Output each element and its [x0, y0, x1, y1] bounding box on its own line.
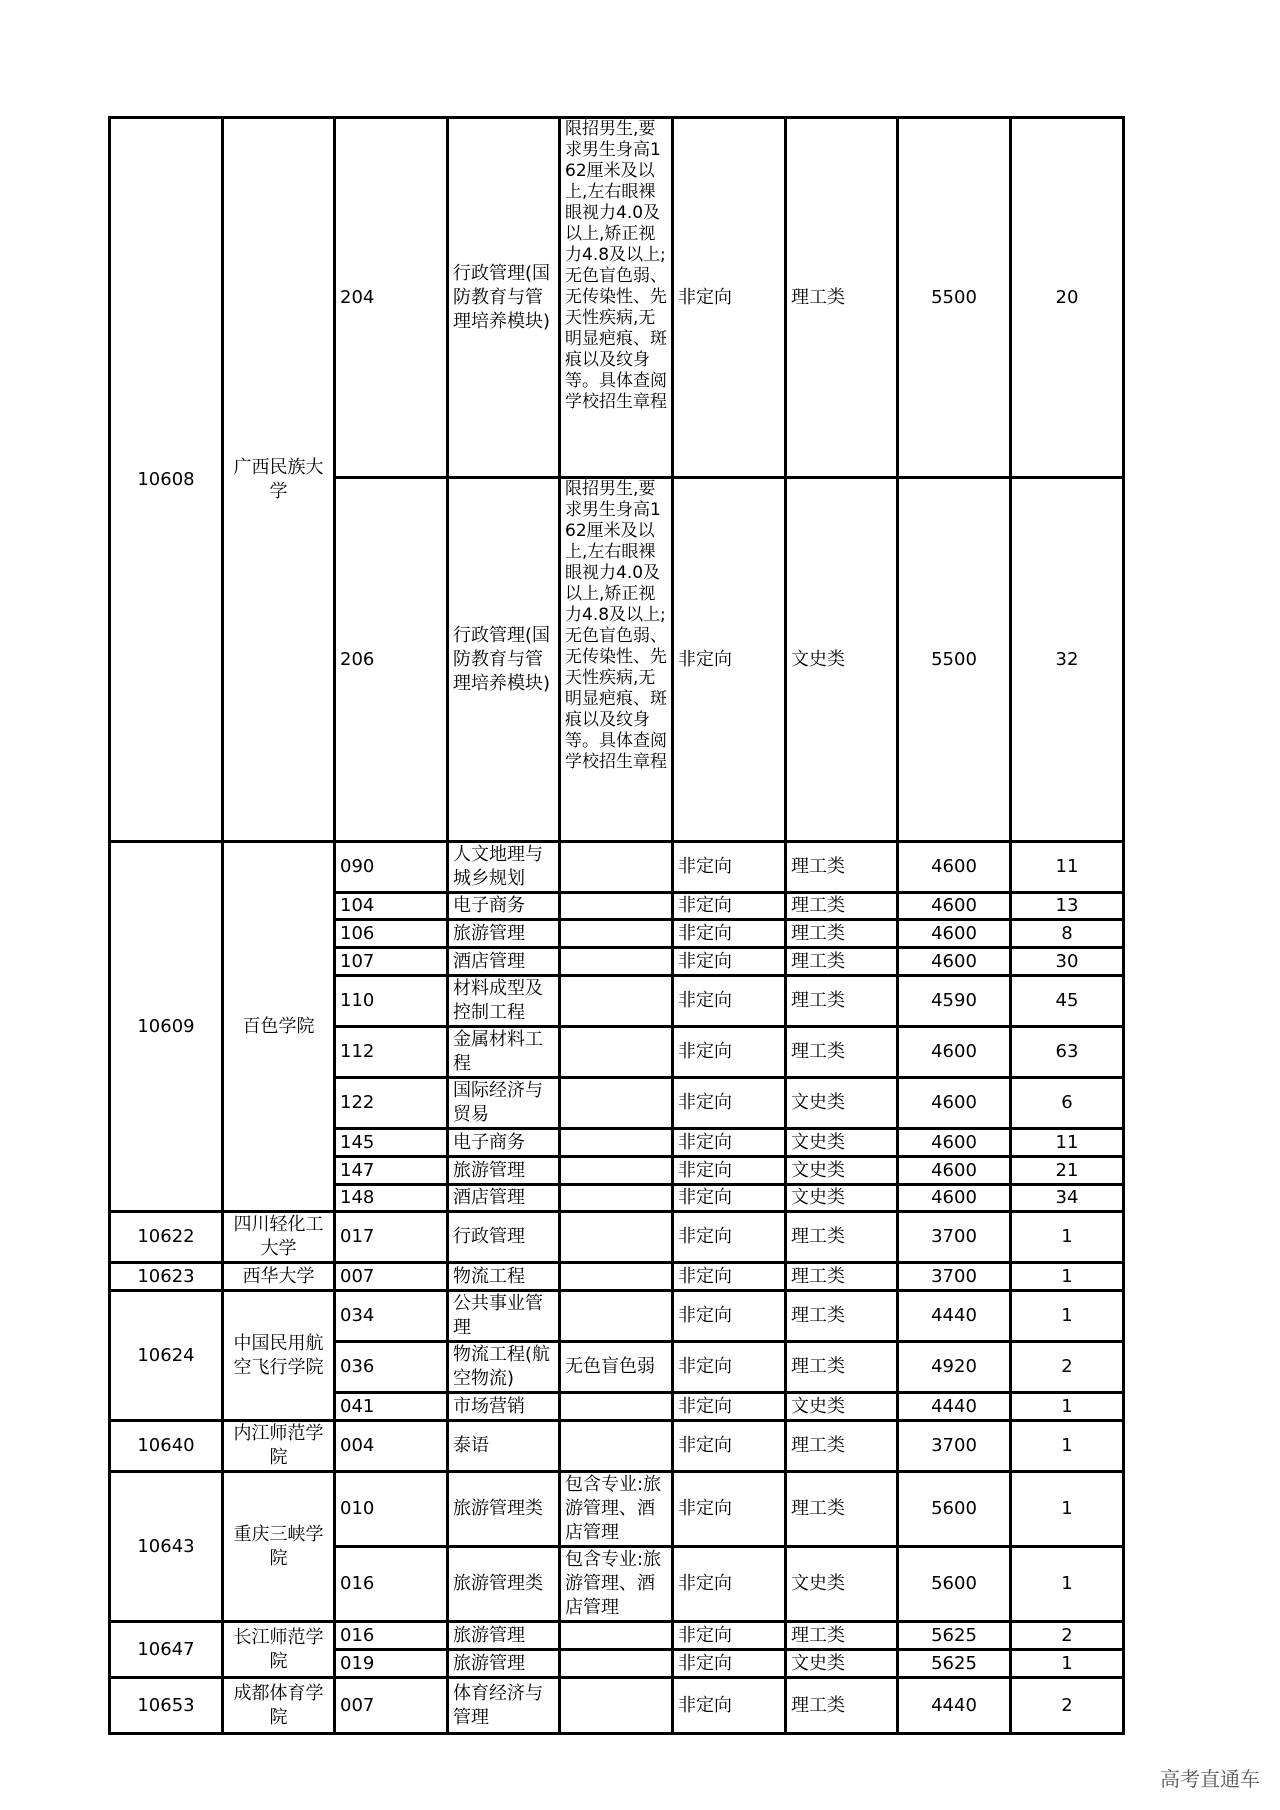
tuition-fee-cell: 4440 [898, 1678, 1011, 1734]
plan-count-cell: 45 [1011, 976, 1124, 1027]
plan-type-cell: 非定向 [673, 893, 786, 920]
major-name-cell: 物流工程(航空物流) [448, 1342, 560, 1393]
major-name-cell: 旅游管理 [448, 1622, 560, 1650]
plan-type-cell: 非定向 [673, 1212, 786, 1263]
major-note-cell: 包含专业:旅游管理、酒店管理 [560, 1472, 673, 1547]
major-code-cell: 010 [335, 1472, 448, 1547]
school-code-cell: 10647 [110, 1622, 223, 1678]
school-code-cell: 10643 [110, 1472, 223, 1622]
major-code-cell: 206 [335, 478, 448, 842]
major-name-cell: 行政管理(国防教育与管理培养模块) [448, 478, 560, 842]
table-row [110, 1472, 1124, 1547]
subject-category-cell: 理工类 [786, 1291, 898, 1342]
major-name-cell: 市场营销 [448, 1393, 560, 1421]
school-name-cell: 重庆三峡学院 [223, 1472, 335, 1622]
plan-type-cell: 非定向 [673, 1129, 786, 1157]
plan-count-cell: 1 [1011, 1650, 1124, 1678]
plan-type-cell: 非定向 [673, 1393, 786, 1421]
school-code-cell: 10609 [110, 842, 223, 1212]
major-note-cell [560, 1291, 673, 1342]
plan-count-cell: 2 [1011, 1678, 1124, 1734]
subject-category-cell: 理工类 [786, 1342, 898, 1393]
major-name-cell: 电子商务 [448, 1129, 560, 1157]
subject-category-cell: 文史类 [786, 1078, 898, 1129]
school-name-cell: 广西民族大学 [223, 118, 335, 842]
plan-type-cell: 非定向 [673, 1291, 786, 1342]
major-name-cell: 物流工程 [448, 1263, 560, 1291]
major-note-cell [560, 1185, 673, 1212]
major-code-cell: 122 [335, 1078, 448, 1129]
major-code-cell: 007 [335, 1678, 448, 1734]
subject-category-cell: 理工类 [786, 118, 898, 478]
major-note-cell [560, 842, 673, 893]
major-name-cell: 旅游管理 [448, 1650, 560, 1678]
major-note-cell [560, 1157, 673, 1185]
plan-count-cell: 1 [1011, 1393, 1124, 1421]
major-code-cell: 106 [335, 920, 448, 948]
major-code-cell: 145 [335, 1129, 448, 1157]
plan-count-cell: 30 [1011, 948, 1124, 976]
major-note-cell: 限招男生,要求男生身高162厘米及以上,左右眼裸眼视力4.0及以上,矫正视力4.8及以上;无色盲色弱、无传染性、先天性疾病,无明显疤痕、斑痕以及纹身等。具体查阅学校招生章程 [560, 118, 673, 478]
plan-count-cell: 21 [1011, 1157, 1124, 1185]
major-code-cell: 019 [335, 1650, 448, 1678]
school-name-cell: 内江师范学院 [223, 1421, 335, 1472]
major-code-cell: 016 [335, 1547, 448, 1622]
major-code-cell: 148 [335, 1185, 448, 1212]
major-note-cell [560, 1263, 673, 1291]
table-row [110, 1291, 1124, 1342]
tuition-fee-cell: 4600 [898, 1129, 1011, 1157]
tuition-fee-cell: 4600 [898, 1185, 1011, 1212]
major-code-cell: 147 [335, 1157, 448, 1185]
major-name-cell: 材料成型及控制工程 [448, 976, 560, 1027]
plan-count-cell: 1 [1011, 1291, 1124, 1342]
plan-type-cell: 非定向 [673, 1185, 786, 1212]
table-row [110, 118, 1124, 478]
school-name-cell: 长江师范学院 [223, 1622, 335, 1678]
major-name-cell: 电子商务 [448, 893, 560, 920]
subject-category-cell: 文史类 [786, 478, 898, 842]
subject-category-cell: 文史类 [786, 1650, 898, 1678]
subject-category-cell: 理工类 [786, 1622, 898, 1650]
plan-count-cell: 8 [1011, 920, 1124, 948]
major-name-cell: 酒店管理 [448, 948, 560, 976]
subject-category-cell: 理工类 [786, 893, 898, 920]
major-name-cell: 旅游管理类 [448, 1472, 560, 1547]
plan-count-cell: 2 [1011, 1622, 1124, 1650]
major-code-cell: 090 [335, 842, 448, 893]
school-code-cell: 10622 [110, 1212, 223, 1263]
subject-category-cell: 理工类 [786, 1212, 898, 1263]
subject-category-cell: 理工类 [786, 1263, 898, 1291]
major-name-cell: 人文地理与城乡规划 [448, 842, 560, 893]
plan-count-cell: 63 [1011, 1027, 1124, 1078]
plan-type-cell: 非定向 [673, 1472, 786, 1547]
school-code-cell: 10624 [110, 1291, 223, 1421]
table-row [110, 842, 1124, 893]
subject-category-cell: 理工类 [786, 1421, 898, 1472]
tuition-fee-cell: 3700 [898, 1263, 1011, 1291]
school-name-cell: 百色学院 [223, 842, 335, 1212]
major-code-cell: 016 [335, 1622, 448, 1650]
admission-plan-table [108, 116, 1125, 1735]
subject-category-cell: 文史类 [786, 1157, 898, 1185]
plan-type-cell: 非定向 [673, 118, 786, 478]
major-note-cell [560, 1650, 673, 1678]
plan-type-cell: 非定向 [673, 1342, 786, 1393]
major-note-cell [560, 1129, 673, 1157]
table-row [110, 1421, 1124, 1472]
table-row [110, 1212, 1124, 1263]
school-code-cell: 10608 [110, 118, 223, 842]
major-name-cell: 金属材料工程 [448, 1027, 560, 1078]
tuition-fee-cell: 4600 [898, 1027, 1011, 1078]
tuition-fee-cell: 5625 [898, 1650, 1011, 1678]
major-note-cell [560, 976, 673, 1027]
subject-category-cell: 理工类 [786, 1027, 898, 1078]
major-note-cell [560, 1027, 673, 1078]
major-code-cell: 104 [335, 893, 448, 920]
table-row [110, 1263, 1124, 1291]
plan-type-cell: 非定向 [673, 1078, 786, 1129]
plan-count-cell: 11 [1011, 1129, 1124, 1157]
major-name-cell: 泰语 [448, 1421, 560, 1472]
tuition-fee-cell: 4600 [898, 842, 1011, 893]
major-code-cell: 041 [335, 1393, 448, 1421]
plan-type-cell: 非定向 [673, 976, 786, 1027]
plan-count-cell: 32 [1011, 478, 1124, 842]
tuition-fee-cell: 4920 [898, 1342, 1011, 1393]
major-note-cell [560, 1622, 673, 1650]
major-code-cell: 204 [335, 118, 448, 478]
major-code-cell: 017 [335, 1212, 448, 1263]
plan-count-cell: 2 [1011, 1342, 1124, 1393]
plan-count-cell: 20 [1011, 118, 1124, 478]
plan-count-cell: 1 [1011, 1212, 1124, 1263]
major-code-cell: 007 [335, 1263, 448, 1291]
subject-category-cell: 理工类 [786, 1472, 898, 1547]
major-note-cell [560, 1078, 673, 1129]
plan-type-cell: 非定向 [673, 1650, 786, 1678]
tuition-fee-cell: 4600 [898, 1078, 1011, 1129]
major-note-cell: 包含专业:旅游管理、酒店管理 [560, 1547, 673, 1622]
school-name-cell: 西华大学 [223, 1263, 335, 1291]
major-name-cell: 酒店管理 [448, 1185, 560, 1212]
major-note-cell [560, 1678, 673, 1734]
major-note-cell [560, 1421, 673, 1472]
major-name-cell: 公共事业管理 [448, 1291, 560, 1342]
school-code-cell: 10640 [110, 1421, 223, 1472]
major-note-cell: 无色盲色弱 [560, 1342, 673, 1393]
tuition-fee-cell: 5600 [898, 1547, 1011, 1622]
admission-plan-table-sheet [108, 116, 1122, 1728]
plan-type-cell: 非定向 [673, 1547, 786, 1622]
subject-category-cell: 文史类 [786, 1393, 898, 1421]
school-name-cell: 四川轻化工大学 [223, 1212, 335, 1263]
subject-category-cell: 文史类 [786, 1547, 898, 1622]
major-name-cell: 行政管理 [448, 1212, 560, 1263]
major-name-cell: 旅游管理类 [448, 1547, 560, 1622]
plan-count-cell: 1 [1011, 1421, 1124, 1472]
school-name-cell: 成都体育学院 [223, 1678, 335, 1734]
plan-type-cell: 非定向 [673, 1157, 786, 1185]
tuition-fee-cell: 3700 [898, 1212, 1011, 1263]
tuition-fee-cell: 4440 [898, 1291, 1011, 1342]
subject-category-cell: 理工类 [786, 1678, 898, 1734]
table-row [110, 1678, 1124, 1734]
plan-count-cell: 34 [1011, 1185, 1124, 1212]
plan-type-cell: 非定向 [673, 1027, 786, 1078]
major-code-cell: 004 [335, 1421, 448, 1472]
tuition-fee-cell: 4600 [898, 893, 1011, 920]
major-name-cell: 旅游管理 [448, 1157, 560, 1185]
plan-count-cell: 1 [1011, 1263, 1124, 1291]
subject-category-cell: 理工类 [786, 920, 898, 948]
plan-type-cell: 非定向 [673, 1678, 786, 1734]
major-name-cell: 体育经济与管理 [448, 1678, 560, 1734]
tuition-fee-cell: 5500 [898, 118, 1011, 478]
school-code-cell: 10653 [110, 1678, 223, 1734]
subject-category-cell: 文史类 [786, 1129, 898, 1157]
major-note-cell [560, 948, 673, 976]
plan-type-cell: 非定向 [673, 842, 786, 893]
tuition-fee-cell: 4600 [898, 948, 1011, 976]
major-code-cell: 110 [335, 976, 448, 1027]
tuition-fee-cell: 4600 [898, 1157, 1011, 1185]
subject-category-cell: 理工类 [786, 842, 898, 893]
major-code-cell: 107 [335, 948, 448, 976]
major-note-cell: 限招男生,要求男生身高162厘米及以上,左右眼裸眼视力4.0及以上,矫正视力4.8及以上;无色盲色弱、无传染性、先天性疾病,无明显疤痕、斑痕以及纹身等。具体查阅学校招生章程 [560, 478, 673, 842]
major-note-cell [560, 920, 673, 948]
major-name-cell: 旅游管理 [448, 920, 560, 948]
school-name-cell: 中国民用航空飞行学院 [223, 1291, 335, 1421]
plan-count-cell: 1 [1011, 1547, 1124, 1622]
tuition-fee-cell: 4440 [898, 1393, 1011, 1421]
table-row [110, 1622, 1124, 1650]
plan-type-cell: 非定向 [673, 1421, 786, 1472]
subject-category-cell: 理工类 [786, 976, 898, 1027]
tuition-fee-cell: 4600 [898, 920, 1011, 948]
watermark-text: 高考直通车 [1160, 1767, 1260, 1791]
plan-count-cell: 11 [1011, 842, 1124, 893]
plan-type-cell: 非定向 [673, 948, 786, 976]
tuition-fee-cell: 4590 [898, 976, 1011, 1027]
plan-count-cell: 6 [1011, 1078, 1124, 1129]
major-name-cell: 行政管理(国防教育与管理培养模块) [448, 118, 560, 478]
subject-category-cell: 文史类 [786, 1185, 898, 1212]
major-note-cell [560, 1393, 673, 1421]
plan-type-cell: 非定向 [673, 1263, 786, 1291]
major-note-cell [560, 893, 673, 920]
tuition-fee-cell: 5500 [898, 478, 1011, 842]
tuition-fee-cell: 5625 [898, 1622, 1011, 1650]
subject-category-cell: 理工类 [786, 948, 898, 976]
major-code-cell: 034 [335, 1291, 448, 1342]
major-name-cell: 国际经济与贸易 [448, 1078, 560, 1129]
school-code-cell: 10623 [110, 1263, 223, 1291]
plan-type-cell: 非定向 [673, 920, 786, 948]
plan-count-cell: 13 [1011, 893, 1124, 920]
major-code-cell: 112 [335, 1027, 448, 1078]
tuition-fee-cell: 3700 [898, 1421, 1011, 1472]
major-code-cell: 036 [335, 1342, 448, 1393]
plan-type-cell: 非定向 [673, 478, 786, 842]
plan-type-cell: 非定向 [673, 1622, 786, 1650]
tuition-fee-cell: 5600 [898, 1472, 1011, 1547]
major-note-cell [560, 1212, 673, 1263]
plan-count-cell: 1 [1011, 1472, 1124, 1547]
